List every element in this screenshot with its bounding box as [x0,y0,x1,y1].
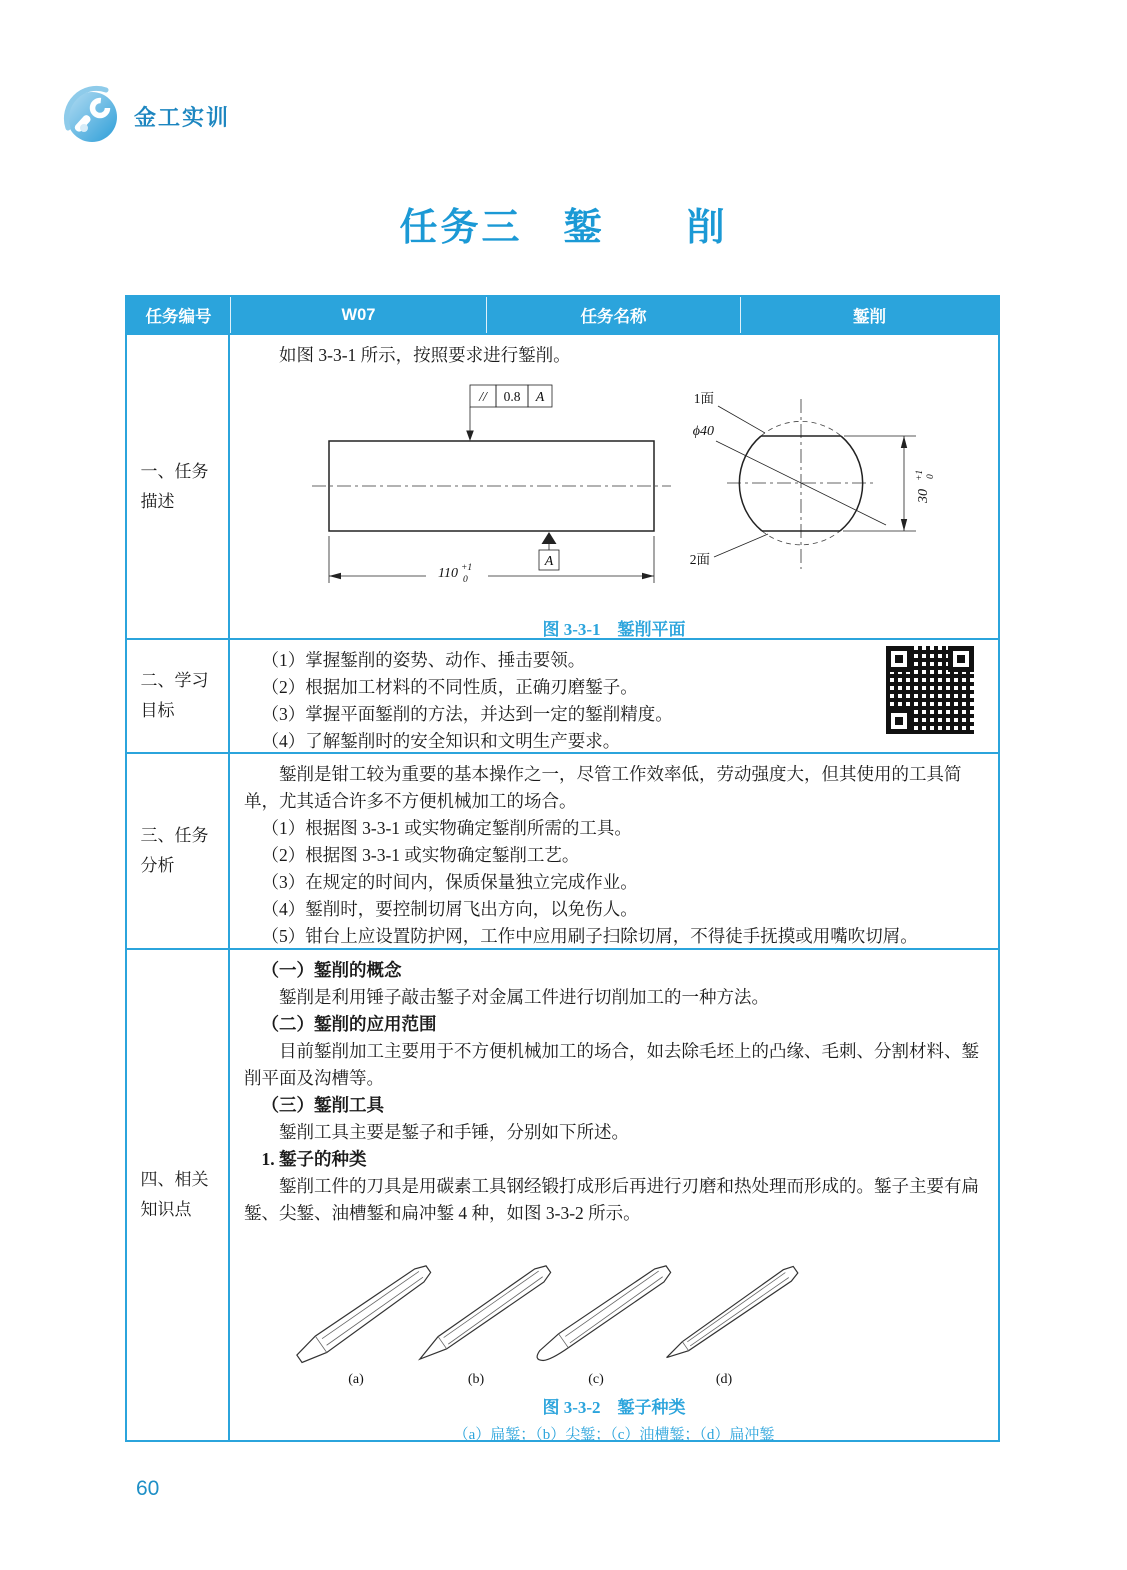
chisel-d-label: (d) [715,1372,733,1387]
analysis-item: （2）根据图 3-3-1 或实物确定錾削工艺。 [261,845,580,865]
task-analysis-content [230,754,998,948]
objective-item: （3）掌握平面錾削的方法，并达到一定的錾削精度。 [261,704,673,724]
page-title: 任务三 錾 削 [399,207,728,249]
length-tol-upper: +1 [461,563,473,573]
chisel-b-label: (b) [467,1372,485,1387]
task-table [125,295,1000,1442]
row-learning-objectives [127,638,998,752]
analysis-item: （1）根据图 3-3-1 或实物确定錾削所需的工具。 [261,818,632,838]
row-related-knowledge [127,948,998,1443]
analysis-item: （3）在规定的时间内，保质保量独立完成作业。 [261,872,638,892]
row-task-analysis [127,752,998,948]
row-label-task-analysis: 三、任务分析 [127,754,230,948]
height-dimension: 30 [916,489,931,503]
wrench-logo-icon [60,84,124,148]
height-tol-lower: 0 [926,474,936,479]
related-knowledge-content [230,950,998,1443]
knowledge-paragraph-4: 錾削工件的刀具是用碳素工具钢经锻打成形后再进行刃磨和热处理而形成的。錾子主要有扁錾、尖錾、油槽錾和扁冲錾 4 种，如图 3-3-2 所示。 [244,1176,979,1223]
qr-finder-icon [886,646,912,672]
figure-3-3-2-subcaption: （a）扁錾；（b）尖錾；（c）油槽錾；（d）扁冲錾 [453,1427,775,1443]
logo-text: 金工实训 [134,104,231,130]
header-task-name-value: 錾削 [740,297,998,333]
row-task-description [127,333,998,638]
analysis-item: （5）钳台上应设置防护网，工作中应用刷子扫除切屑，不得徒手抚摸或用嘴吹切屑。 [261,926,918,946]
knowledge-paragraph-2: 目前錾削加工主要用于不方便机械加工的场合，如去除毛坯上的凸缘、毛刺、分割材料、錾削平面及沟槽等。 [244,1041,979,1088]
height-tol-upper: +1 [915,469,925,481]
flatness-datum-ref: A [535,390,545,405]
objective-item: （2）根据加工材料的不同性质，正确刃磨錾子。 [261,677,638,697]
analysis-item: （4）錾削时，要控制切屑飞出方向，以免伤人。 [261,899,638,919]
knowledge-heading-2: （二）錾削的应用范围 [261,1014,437,1034]
task-description-intro: 如图 3-3-1 所示，按照要求进行錾削。 [279,345,571,365]
diameter-label: ϕ40 [692,424,714,439]
face1-label: 1面 [693,391,714,406]
qr-finder-icon [886,708,912,734]
chisel-c-label: (c) [588,1372,604,1387]
table-header-row [127,297,998,333]
flatness-value: 0.8 [503,389,521,404]
knowledge-heading-3: （三）錾削工具 [261,1095,384,1115]
row-label-related-knowledge: 四、相关知识点 [127,950,230,1440]
header-task-number-value: W07 [230,297,486,333]
learning-objectives-content [230,640,998,752]
figure-3-3-1-caption: 图 3-3-1 錾削平面 [542,620,686,639]
knowledge-heading-4: 1. 錾子的种类 [261,1149,367,1169]
page-number: 60 [136,1477,160,1500]
header-task-number-label: 任务编号 [145,308,212,326]
knowledge-heading-1: （一）錾削的概念 [261,960,402,980]
row-label-task-description: 一、任务描述 [127,335,230,638]
knowledge-paragraph-1: 錾削是利用锤子敲击錾子对金属工件进行切削加工的一种方法。 [279,987,769,1007]
flatness-symbol: // [479,390,487,405]
chisel-a-label: (a) [348,1372,364,1387]
objective-item: （4）了解錾削时的安全知识和文明生产要求。 [261,731,621,751]
logo [60,84,230,148]
length-dimension: 110 [438,566,458,581]
length-tol-lower: 0 [463,575,468,585]
figure-3-3-1-technical-drawing [244,371,984,613]
header-task-name-label: 任务名称 [486,297,740,333]
face2-label: 2面 [689,552,710,567]
datum-label: A [544,554,554,569]
row-label-learning-objectives: 二、学习目标 [127,640,230,752]
qr-finder-icon [948,646,974,672]
analysis-paragraph: 錾削是钳工较为重要的基本操作之一，尽管工作效率低，劳动强度大，但其使用的工具简单，尤其适合许多不方便机械加工的场合。 [244,764,962,811]
qr-code [886,646,974,734]
knowledge-paragraph-3: 錾削工具主要是錾子和手锤，分别如下所述。 [279,1122,629,1142]
figure-3-3-2-caption: 图 3-3-2 錾子种类 [542,1398,686,1417]
figure-3-3-2-chisels-drawing [264,1233,964,1391]
objective-item: （1）掌握錾削的姿势、动作、捶击要领。 [261,650,586,670]
task-description-content [230,335,998,638]
